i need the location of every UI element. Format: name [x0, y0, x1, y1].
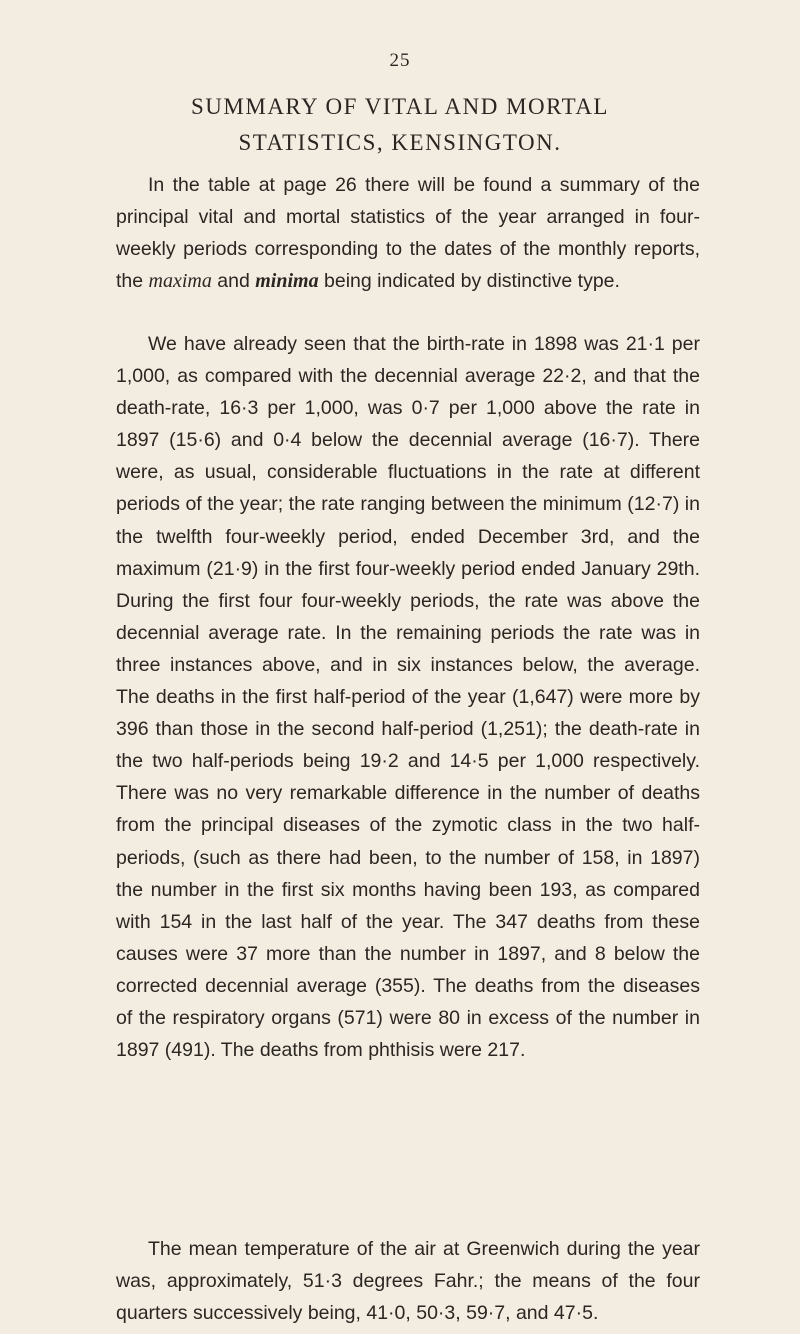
- paragraph-text: being indicated by distinctive type.: [318, 270, 620, 293]
- paragraph-summary-intro: [116, 169, 700, 297]
- paragraph-rates: [116, 328, 700, 1066]
- minima-term: minima: [255, 270, 319, 293]
- paragraph-text: The mean temperature of the air at Greenwich during the year was, approximately, 51·3 degrees Fahr.; the means of the four quarters successively being, 41·0, 50·3, 59·7, and 47·5.: [116, 1238, 700, 1325]
- paragraph-text: and: [211, 270, 256, 293]
- paragraph-text: We have already seen that the birth-rate in 1898 was 21·1 per 1,000, as compared with the decennial average 22·2, and that the death-rate, 16·3 per 1,000, was 0·7 per 1,000 above the rate in 1897 (15·6) and 0·4 below the decennial average (16·7). There were, as usual, considerable fluctuations in the rate at different periods of the year; the rate ranging between the minimum (12·7) in the twelfth four-weekly period, ended December 3rd, and the maximum (21·9) in the first four-weekly period ended January 29th. During the first four four-weekly periods, the rate was above the decennial average rate. In the remaining periods the rate was in three instances above, and in six instances below, the average. The deaths in the first half-period of the year (1,647) were more by 396 than those in the second half-period (1,251); the death-rate in the two half-periods being 19·2 and 14·5 per 1,000 respectively. There was no very remarkable difference in the number of deaths from the principal diseases of the zymotic class in the two half-periods, (such as there had been, to the number of 158, in 1897) the number in the first six months having been 193, as compared with 154 in the last half of the year. The 347 deaths from these causes were 37 more than the number in 1897, and 8 below the corrected decennial average (355). The deaths from the diseases of the respiratory organs (571) were 80 in excess of the number in 1897 (491). The deaths from phthisis were 217.: [116, 333, 700, 1062]
- paragraph-text: In the table at page 26 there will be found a summary of the principal vital and mortal statistics of the year arranged in four-weekly periods corresponding to the dates of the monthly reports, the: [116, 174, 700, 293]
- maxima-term: maxima: [148, 270, 212, 293]
- section-title-line-2: STATISTICS, KENSINGTON.: [238, 130, 562, 155]
- paragraph-temperature: [116, 1233, 700, 1329]
- section-title-line-1: SUMMARY OF VITAL AND MORTAL: [191, 94, 609, 119]
- page-number: 25: [389, 50, 411, 71]
